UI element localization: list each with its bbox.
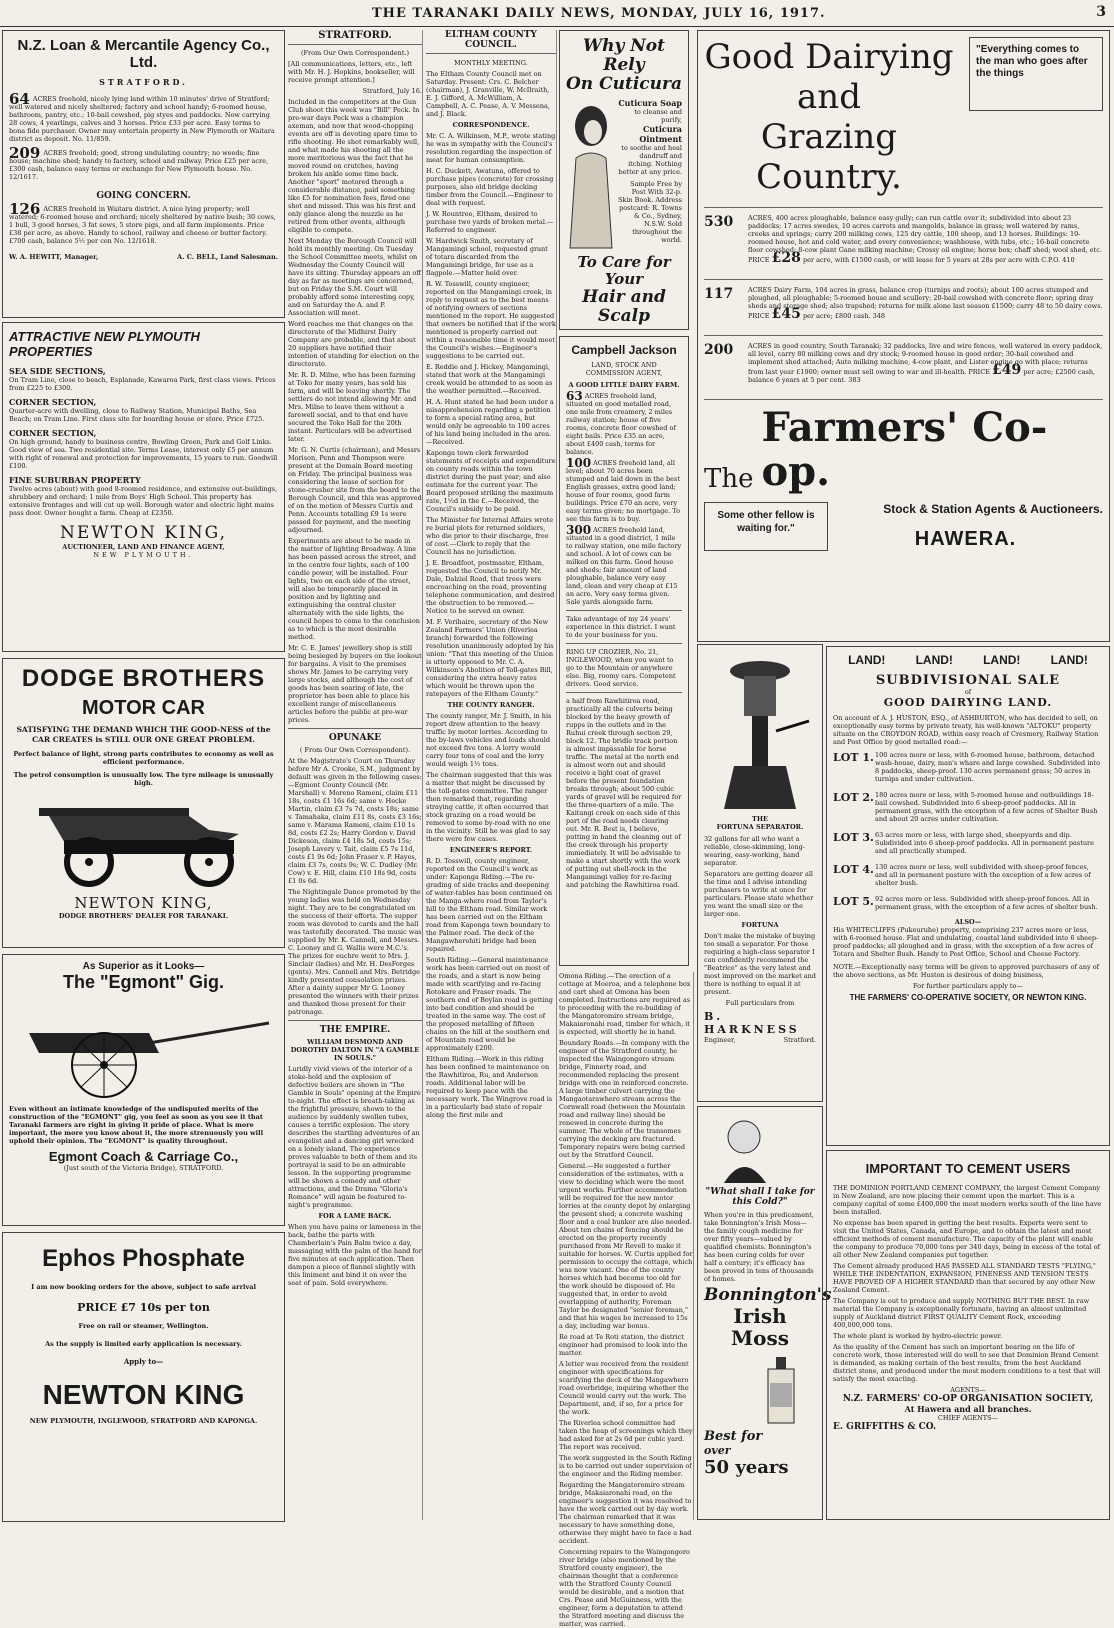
ephos-title: Ephos Phosphate: [42, 1245, 245, 1272]
land-word: LAND!: [1050, 653, 1088, 667]
land-further: For further particulars apply to—: [913, 982, 1023, 990]
section-head: CORRESPONDENCE.: [452, 121, 530, 129]
article-para: A letter was received from the resident engineer with specifications for scarifying the deck of the Mangawhero road overbridge, inquiring whether the Council would carry out the work. The Department, and, if so, for a price for the work.: [559, 1360, 689, 1416]
ephos-apply: Apply to—: [123, 1357, 164, 1366]
land-also-text: His WHITECLIFFS (Pukeuruhe) property, comprising 237 acres more or less, with 6-roomed house. Flat and undulating, coastal land subdivided into 6 sheep-proof paddocks; all ploughed and in grass, with the exception of a few acres of Totara and Shelter Bush. Handy to Post Office, School and Cheese Factory.: [833, 926, 1099, 958]
article-para: Mr. C. A. Wilkinson, M.P., wrote stating he was in sympathy with the Council's resolution regarding the inspection of meat for human consumption.: [426, 132, 556, 164]
lot-row: [833, 863, 1103, 890]
section-text: Quarter-acre with dwelling, close to Railway Station, Municipal Baths, Sea Beach; on Tram Line. First class site for boarding house or store. Price £725.: [9, 407, 265, 423]
lot-text: ACRES freehold; good, strong undulating country; no weeds; fine house; machine shed; handy to factory, school and railway. Price £25 per acre, £300 cash, balance easy terms or exchange for New Plymouth house. No. 12/1617.: [9, 149, 269, 181]
lot-text: ACRES freehold land, situated on good metalled road, one mile from creamery, 2 miles railway station; house of five rooms, concrete floor cowshed of eight bails. Price £35 an acre, about £400 cash, terms for balance.: [566, 392, 676, 456]
campbell-name: Campbell Jackson: [571, 343, 677, 357]
article-para: Next Monday the Borough Council will hold its monthly meeting. On Tuesday the School Committee meets, whilst on Wednesday the County Council will have its sitting. Thursday appears an off day as far as meetings are concerned, but on Friday the S.M. Court will probably afford some interesting copy, and on Saturday the A. and P. Association will meet.: [288, 237, 421, 317]
land-word: LAND!: [915, 653, 953, 667]
article-para: Mr. R. D. Milne, who has been farming at Toko for many years, has sold his farm, and will be leaving shortly. The settlers do not intend allowing Mr. and Mrs. Milne to leave them without a farewell social, and to that end have secured the Toko Hall for the 20th instant. Particulars will be advertised later.: [288, 371, 417, 443]
lot-description: 63 acres more or less, with large shed, sheepyards and dip. Subdivided into 6 sheep-proof paddocks. All in permanent pasture and all practically stumped.: [875, 831, 1094, 855]
dodge-sub: MOTOR CAR: [82, 697, 205, 719]
lot-row: [833, 791, 1103, 826]
lot-number: 530: [704, 214, 734, 230]
cuticura-ad: [559, 30, 689, 330]
gig-illustration: [9, 993, 279, 1101]
eltham-title: ELTHAM COUNTY COUNCIL.: [426, 30, 556, 54]
lot-number: 117: [704, 286, 734, 302]
lot-description: 130 acres more or less, well subdivided with sheep-proof fences, and all in permanent pasture with the exception of a few acres of shelter bush.: [875, 863, 1091, 887]
lot-description: 180 acres more or less, with 5-roomed house and outbuildings 18-bail cowshed. Subdivided into 6 sheep-proof paddocks. All in permanent grass, with the exception of a few acres of Shelter Bush and about 20 acres under cultivation.: [875, 791, 1098, 823]
cuticura-t2: On Cuticura: [566, 74, 682, 94]
egmont-addr: (Just south of the Victoria Bridge), STRATFORD.: [63, 1164, 224, 1172]
bonnington-p1: When you're in this predicament, take Bonnington's Irish Moss—the family cough medicine for over fifty years—valued by qualified chemists. Bonnington's has been curing colds for over half a century; it's efficacy has been proved in tens of thousands of homes.: [704, 1211, 814, 1283]
fortuna-name: FORTUNA SEPARATOR.: [716, 823, 804, 831]
empire-sub: FOR A LAME BACK.: [318, 1212, 392, 1220]
crozier-ad: RING UP CROZIER, No. 21, INGLEWOOD, when you want to go to the Mountain or anywhere else. Big, roomy cars. Competent drivers. Good service.: [566, 648, 676, 688]
newspaper-title: THE TARANAKI DAILY NEWS, MONDAY, JULY 16, 1917.: [372, 6, 826, 21]
land-also: ALSO—: [954, 918, 982, 926]
campbell-column: [559, 336, 689, 966]
lot-text: ACRES freehold land, situated in a good district, 1 mile to railway station, one mile factory and school. A lot of cows can be milked on this farm. Good house and sheds; fair amount of land ploughable, balance very easy land, clean and very cheap at £15 an acre. Very easy terms given. Sale yards alongside farm.: [566, 526, 682, 606]
manager-name: W. A. HEWITT, Manager,: [9, 253, 99, 261]
cuticura-t3: To Care for Your: [577, 253, 671, 288]
lots-list: [833, 751, 1103, 914]
bonnington-best: Best for: [704, 1429, 763, 1444]
article-para: J. W. Rountree, Eltham, desired to purchase two yards of broken metal.—Referred to engineer.: [426, 210, 554, 234]
lot-row: [833, 895, 1103, 914]
lot-text: ACRES freehold, nicely lying land within 10 minutes' drive of Stratford; well watered and nicely sheltered; factory and school handy; 6-roomed house, bathroom, pantry, etc.; 10-bail cowshed, pig styes and paddocks. Now carrying 28 cows, 4 yearlings, calves and 3 horses. Price £33 per acre. Easy terms to bona fide purchaser. Owner may entertain property in New Plymouth or Waitara district as deposit. No. 11/859.: [9, 95, 275, 143]
harkness-town: Stratford.: [783, 1036, 816, 1044]
article-para: When you have pains or lameness in the back, bathe the parts with Chamberlain's Pain Balm twice a day, massaging with the palm of the hand for five minutes at each application. Then dampen a piece of flannel slightly with this liniment and bind it on over the seat of pain. Sold everywhere.: [288, 1223, 422, 1287]
article-para: Boundary Roads.—In company with the engineer of the Stratford county, he inspected the Waingongoro stream bridge, Finnerty road, and recommended replacing the present bridge with one in reinforced concrete. A large timber culvert carrying the Mangaotarawhero stream across the Cornwall road (between the Mountain road and railway line) should be renewed in concrete during the summer. The whole of the transomes carrying the decking are fractured. Temporary repairs were being carried out by the Stratford Council.: [559, 1039, 690, 1159]
article-para: Concerning repairs to the Waingongoro river bridge (also mentioned by the Stratford county engineer), the chairman thought that a conference with the Stratford County Council would be desirable, and a motion that Crs. Pease and McGuinness, with the engineer, form a deputation to attend the Stratford meeting and discuss the matter, was carried.: [559, 1548, 690, 1628]
other-fellow: Some other fellow is waiting for.": [704, 502, 828, 551]
lot-label: LOT 1.: [833, 751, 874, 764]
land-intro: On account of A. J. HUSTON, ESQ., of ASHBURTON, who has decided to sell, on exceptionally easy terms by private treaty, his well-known "ALTOKU" property situate on the CROYDON ROAD, within easy reach of Cresmery, Railway Station and Post Office by good metalled road:—: [833, 714, 1099, 746]
nz-loan-title: N.Z. Loan & Mercantile Agency Co., Ltd.: [17, 37, 270, 71]
column-3: [426, 30, 557, 1520]
land-note: NOTE.—Exceptionally easy terms will be given to approved purchasers of any of the above sections, as Mr. Huston is desirous of doing business,: [833, 963, 1100, 979]
dodge-line1: SATISFYING THE DEMAND WHICH THE GOOD-NESS of the CAR CREATES is STILL OUR ONE GREAT PROBLEM.: [16, 725, 271, 744]
dodge-title: DODGE BROTHERS: [21, 665, 266, 692]
article-para: The chairman suggested that this was a matter that might be discussed by the toll-gates committee. The ranger then remarked that, regarding straying cattle, it often occurred that stock grazing on a road would be removed to some by-road with no one in the vicinity. Still he was glad to say there were few cases.: [426, 771, 552, 843]
section-head: CORNER SECTION,: [9, 428, 97, 438]
salesman-name: A. C. BELL, Land Salesman.: [177, 253, 278, 261]
cement-ad: [826, 1150, 1110, 1520]
lot-number: 300: [566, 523, 592, 537]
article-para: The work suggested in the South Riding is to be carried out under supervision of the engineer and the Riding member.: [559, 1454, 692, 1478]
article-para: H. C. Duckett, Awatuna, offered to purchase pipes (concrete) for crossing purposes, also old bridge decking timber from the Council.—Engineer to deal with request.: [426, 167, 554, 207]
campbell-advantage: Take advantage of my 24 years' experience in this district. I want to do your business for you.: [566, 615, 676, 639]
lot-number: 100: [566, 456, 592, 470]
page-number: 3: [1096, 4, 1106, 20]
article-para: The Riverlea school committee had taken the heap of screenings which they had asked for at 2s 6d per cubic yard. The report was received.: [559, 1419, 693, 1451]
section-head: SEA SIDE SECTIONS,: [9, 366, 106, 376]
section-head: FINE SUBURBAN PROPERTY: [9, 475, 141, 485]
dodge-agent: NEWTON KING,: [74, 894, 213, 912]
cement-p2: No expense has been spared in getting the best results. Experts were sent to visit the United States, Canada, and Europe, and to obtain the latest and most efficient methods of cement manufacture. The capacity of the plant will enable the company to produce 70,000 tons per 340 days, being in excess of the total of all other New Zealand companies put together.: [833, 1219, 1100, 1259]
article-para: Experiments are about to be made in the matter of lighting Broadway. A line has been passed across the street, and in the centre four lights, each of 100 candle power, will be installed. Four lights, two on each side of the street, will also be temporarily placed in position and by lighting and extinguishing the central cluster alternately with the side lights, the council hopes to come to the conclusion as to which is the most desirable method.: [288, 537, 420, 641]
ephos-name: NEWTON KING: [42, 1378, 245, 1410]
lot-label: LOT 4.: [833, 863, 874, 876]
lot-number: 64: [9, 90, 30, 108]
section-text: Twelve acres (about) with good 8-roomed residence, and extensive out-buildings, shrubbery and orchard; 1 mile from Boys' High School. This property has extensive frontages and will cut up well. Borough water and electric light mains pass door. Owner bought a farm. Cheap at £2350.: [9, 485, 278, 517]
cuticura-s1: to cleanse and purify,: [634, 108, 682, 124]
correspondent: (From Our Own Correspondent.): [300, 49, 410, 57]
ephos-addr: NEW PLYMOUTH, INGLEWOOD, STRATFORD AND KAPONGA.: [29, 1416, 258, 1425]
correspondent: ( From Our Own Correspondent).: [299, 746, 411, 754]
section-head: THE COUNTY RANGER.: [447, 701, 535, 709]
section-text: On high ground, handy to business centre, Bowling Green, Park and Golf Links. Good view of sea. Two residential site. Terms Lease, interest only £5 per annum with right of renewal and protection for improvements, 15 years to run. Goodwill £100.: [9, 438, 278, 470]
cement-p1: THE DOMINION PORTLAND CEMENT COMPANY, the largest Cement Company in New Zealand, are now placing their cement upon the market. This is a company capital of some £400,000 the most modern works south of the line have been installed.: [833, 1184, 1102, 1216]
land-good: GOOD DAIRYING LAND.: [883, 696, 1053, 709]
cuticura-soap: Cuticura Soap: [618, 98, 682, 108]
campbell-sub: LAND, STOCK AND COMMISSION AGENT,: [585, 361, 663, 377]
column-2: [288, 30, 423, 1520]
lot-number: 200: [704, 342, 734, 358]
motor-car-illustration: [9, 790, 279, 890]
woman-illustration: [566, 98, 616, 248]
article-para: Included in the competitors at the Gun Club shoot this week was "Bill" Peck. In pre-war days Peck was a champion axeman, and now that wood-chopping events are off is devoting spare time to rifle shooting. He shot remarkably well, and what made his shooting all the more meritorious was the fact that he moved round on crutches, having broken his ankle some time back. Another "sport" motored through a considerable distance, paid something like £5 for nomination fees, fired one shot and missed. This was his first and only glance along the muzzle as he retired from other events, although eligible to compete.: [288, 98, 420, 234]
article-para: General.—He suggested a further consideration of the estimates, with a view to deciding which were the most urgent works. Further accommodation will be required for the new motor lorries at the county depot by enlarging the present shed; a concrete washing floor and a coal bunker are also needed. About ten chains of fencing should be erected on the property recently purchased from Mr Revell to make it suitable for horses. W. Curtis applied for permission to occupy the cottage, which was now vacant. One of the county horses which had become too old for the work should be disposed of. He suggested that, in order to avoid overlapping of authority, Foreman Taylor be designated "senior foreman," and that his wages be increased to 15s a day, including war bonus.: [559, 1162, 693, 1330]
article-para: [All communications, letters, etc., left with Mr. H. J. Hopkins, bookseller, will receive prompt attention.]: [288, 60, 415, 84]
section-head: CORNER SECTION,: [9, 397, 97, 407]
ephos-line3: As the supply is limited early application is necessary.: [45, 1340, 242, 1348]
article-para: The Nightingale Dance promoted by the young ladies was held on Wednesday night. They are to be congratulated on the success of their efforts. The supper room was devoted to cards and the hall was tastefully decorated. The music was supplied by Mr. K. Cannell, and Messrs. C. Looney and G. Wallis were M.C.'s. The prizes for euchre went to Mrs. J. Sinclair (ladies) and Mr. H. DesForges (gents). Mrs. Cannell and Mrs. Betridge kindly presented consolation prizes. After a dainty supper Mr G. Looney presented the winners with their prizes and thanked those present for their patronage.: [288, 888, 422, 1016]
dairying-title3: Grazing Country.: [756, 117, 902, 197]
land-sub: SUBDIVISIONAL SALE: [875, 673, 1061, 688]
cement-p5: The whole plant is worked by hydro-electric power.: [833, 1332, 1003, 1340]
article-para: Kaponga town clerk forwarded statements of receipts and expenditure on county roads within the town district during the past year; and also estimate for the current year. The Board proposed striking the maximum rate, 1½d in the £.—Received, the Council's subsidy to be paid.: [426, 449, 556, 513]
nz-loan-town: STRATFORD.: [99, 77, 188, 87]
good-dairying-ad: [697, 30, 1110, 642]
article-para: Mr. C. E. James' jewellery shop is still being besieged by buyers on the lookout for bargains. A visit to the premises shows Mr. James to be carrying very large stocks, and although the cost of goods has been soaring of late, the proprietor has been able to place his excellent range of miscellaneous articles before the public at pre-war prices.: [288, 644, 422, 724]
cement-chief: CHIEF AGENTS—: [937, 1414, 999, 1422]
harkness-name: B. HARKNESS: [704, 1010, 800, 1036]
dodge-line3: The petrol consumption is unusually low. The tyre mileage is unusually high.: [13, 771, 274, 787]
article-para: The county ranger, Mr. J. Smith, in his report drew attention to the heavy traffic by motor lorries. According to the by-laws vehicles and loads should not exceed five tons. A lorry would carry four tons of coal and the lorry would weigh 1½ tons.: [426, 712, 552, 768]
dairying-title1: Good Dairying: [704, 37, 954, 77]
article-para: Mr. G. N. Curtis (chairman), and Messrs Morison, Penn and Thompson were present at the Domain Board meeting on Friday. The principal business was considering the lease of section for stone-crusher site from the board to the Borough Council, and this was approved of on the motion of Messrs Curtis and Penn. Accounts totalling £9 1s were passed for payment, and the meeting adjourned.: [288, 446, 422, 534]
fortuna-p4: Full particulars from: [725, 999, 795, 1007]
stratford-title: STRATFORD.: [288, 30, 422, 45]
bonnington-name2: Irish Moss: [731, 1304, 789, 1350]
cement-branches: At Hawera and all branches.: [904, 1404, 1032, 1414]
bonnington-years: 50 years: [704, 1457, 789, 1478]
ephos-line2: Free on rail or steamer, Wellington.: [78, 1322, 209, 1330]
land-word: LAND!: [983, 653, 1021, 667]
cement-p3: The Cement already produced HAS PASSED ALL STANDARD TESTS "FLYING," WHILE THE INDENTATION, EXPANSION, FINENESS AND TENSION TESTS HAVE PROVED OF A HIGHER STANDARD than that secured by any other New Zealand Cement.: [833, 1262, 1096, 1294]
article-date: Stratford, July 16.: [362, 87, 422, 95]
cement-p6: As the quality of the Cement has such an important bearing on the life of concrete work, those interested will do well to see that Dominion Brand Cement is demanded, as making certain of the best results, from the best Auckland district stone, and produced under the most modern conditions to a test that will satisfy the most exacting.: [833, 1343, 1101, 1383]
cement-org: N.Z. FARMERS' CO-OP ORGANISATION SOCIETY,: [842, 1394, 1094, 1404]
farmers-town: HAWERA.: [914, 528, 1017, 550]
lot-label: LOT 5.: [833, 895, 874, 908]
cement-title: IMPORTANT TO CEMENT USERS: [865, 1161, 1071, 1176]
lot-label: LOT 2.: [833, 791, 874, 804]
ephos-price: PRICE £7 10s per ton: [77, 1301, 210, 1314]
empire-head: WILLIAM DESMOND AND DOROTHY DALTON IN "A GAMBLE IN SOULS.": [290, 1038, 420, 1062]
lot-text: ACRES, 400 acres ploughable, balance easy gully; can run cattle over it; subdivided into about 23 paddocks; 17 acres swedes, 10 acres carrots and mangolds, balance in grass; well watered by rams, creeks and springs; carry 200 milking cows, 125 dry cattle, 100 sheep, and 13 horses. Buildings: 10-roomed house, hot and cold water, and every convenience; washhouse, with tubs, etc.; 16-bail concrete floor cowshed; 8-cow plant Gane milking machine; Crossy oil engine; horse box; chaff shed; wool shed, etc. PRICE: [748, 214, 1102, 264]
lot-text: ACRES Dairy Farm, 104 acres in grass, balance crop (turnips and roots); about 100 acres stumped and ploughed, all ploughable; 5-roomed house and scullery; 20-bail cowshed with concrete floor; spring dray sheds and storage shed; also trapshed; returns for milk alone last season £1500; carry 48 to 50 dairy cows. PRICE: [748, 286, 1103, 320]
everything-quote: "Everything comes to the man who goes after the things: [969, 37, 1103, 111]
road-column: [559, 972, 694, 1628]
lot-number: 126: [9, 200, 41, 218]
article-para: At the Magistrate's Court on Thursday before Mr A. Crooke, S.M., judgment by default was given in the following cases:—Egmont County Council (Mr. Marshall) v. Moreno Rameni, claim £11 18s, costs £1 16s 6d; same v. Hecke Martin, claim £3 7s 7d, costs 18s; same v. Tamahaka, claim £11 8s, costs £3 16s; same v. Marama Rameni, claim £10 1s 8d, costs £2 2s; Harry Gordon v. David Dickeson, claim £4 18s 5d, costs 15s; Joseph Lavery v. Tait, claim £5 7s 11d, costs £1 9s 6d; John Fraser v. P. Hayes, claim £3 7s, costs 9s; W. C. Dudley (Mr. Cow) v. E. Hill, claim £10 18s 9d, costs £1 0s 6d.: [288, 757, 422, 885]
fortuna-p3: Don't make the mistake of buying too small a separator. For those requiring a high-class separator I can confidently recommend the "Beatrice" as the very latest and most improved on the market and there is nothing to equal it at present.: [704, 932, 816, 996]
land-of: of: [964, 688, 972, 696]
farmers-sub: Stock & Station Agents & Auctioneers.: [883, 502, 1103, 516]
separator-illustration: [704, 651, 816, 811]
land-sale-ad: [826, 646, 1110, 1146]
lot-terms: per acre; £800 cash. 348: [802, 312, 886, 320]
article-para: J. E. Broadfoot, postmaster, Eltham, requested the Council to notify Mr. Dale, Dalziel Road, that trees were encroaching on the road, preventing telephone communication, and desired the obstruction to be removed.—Notice to be served on owner.: [426, 559, 555, 615]
article-para: Re road at Te Roti station, the district engineer had promised to look into the matter.: [559, 1333, 688, 1357]
article-para: R. W. Tosswill, county engineer, reported on the Mangamingi creek, in reply to request as to the best means of notifying owners of sections mentioned in the report. He suggested that owners be notified that if the work mentioned is properly carried out within a reasonable time it would meet the Council's wishes.—Engineer's suggestions to be carried out.: [426, 280, 556, 360]
fortuna-p1: 32 gallons for all who want a reliable, close-skimming, long-wearing, easy-working, hand separator.: [704, 835, 805, 867]
farmers-name: Farmers' Co-op.: [761, 404, 1048, 495]
masthead: [0, 0, 1114, 27]
article-para: W. Hardwick Smith, secretary of Mangamingi school, requested grant of totara discarded from the Mangamingi bridge, for use as a flagpole.—Matter held over.: [426, 237, 548, 277]
ephos-line1: I am now booking orders for the above, subject to safe arrival: [31, 1283, 256, 1291]
lot-text: ACRES freehold in Waitara district. A nice lying property; well watered; 6-roomed house and orchard; nicely sheltered by native bush; 30 cows, 1 bull, 3 good horses, 3 fat sows, 5 store pigs, and all farm implements. Price £38 per acre, as above. Handy to school, railway and cheese or butter factory. £700 cash, balance 5½ per cen No. 12/1618.: [9, 205, 276, 245]
agent-town: NEW PLYMOUTH.: [93, 551, 194, 559]
cement-p4: The Company is out to produce and supply NOTHING BUT THE BEST. In raw material the Company is exceptionally fortunate, having an almost unlimited supply of Auckland district FIRST QUALITY Cement Rock, exceeding 400,000,000 tons.: [833, 1297, 1090, 1329]
article-para: The Eltham County Council met on Saturday. Present: Crs. C. Belcher (chairman), J. Granville, W. McIlraith, E. J. Gifford, A. McWilliam, A. Campbell, A. C. Pease, A. V. Messena, and J. Black.: [426, 70, 550, 118]
land-word: LAND!: [848, 653, 886, 667]
lot-text: ACRES freehold land, all level; about 70 acres been stumped and laid down in the best English grasses, extra good land; house of four rooms, good farm buildings. Price £70 an acre, very easy terms given; no mortgage. To see this farm is to buy.: [566, 459, 681, 523]
lot-row: [833, 831, 1103, 858]
cement-griffiths: E. GRIFFITHS & CO.: [833, 1422, 937, 1432]
bonnington-quote: "What shall I take for this Cold?": [705, 1187, 815, 1207]
eltham-sub: MONTHLY MEETING.: [454, 59, 528, 67]
article-para: South Riding.—General maintenance work has been carried out on most of the roads, and a start is now being made with scarifying and re-facing Rotokare and Fraser roads. The southern end of Boylan road is getting into bad condition and should be treated in the same way. The cost of the proposed metalling of fifteen chains on the hill at the southern end of Mountain road would be approximately £200.: [426, 956, 553, 1052]
article-para: Omona Riding.—The erection of a cottage at Moeroa, and a telephone box and cart shed at Omona has been completed. Instructions are required as to proceeding with the re-building of the Mangatoromiro stream bridge, Makaiaronahi road, timber for which, it is expected, will shortly be in hand.: [559, 972, 691, 1036]
lot-price: £49: [992, 362, 1022, 378]
article-para: Eltham Riding.—Work in this riding has been confined to maintenance on the Rawhitiroa, Ru, and Anderson roads. Additional labor will be required to keep pace with the necessary work. The Wingrove road is in a particularly bad state of repair along the first mile and: [426, 1055, 553, 1119]
man-illustration: [704, 1113, 816, 1183]
cuticura-oint: Cuticura Ointment: [639, 124, 682, 144]
cuticura-t1: Why Not Rely: [583, 36, 665, 75]
lot-row: [833, 751, 1103, 786]
lot-description: 92 acres more or less. Subdivided with sheep-proof fences. All in permanent grass, with the exception of a few acres of shelter bush.: [875, 895, 1098, 911]
egmont-ad: [2, 954, 285, 1226]
dairying-title2: and: [797, 77, 861, 117]
empire-title: THE EMPIRE.: [319, 1025, 391, 1035]
harkness-eng: Engineer,: [704, 1036, 736, 1044]
article-para: M. F. Verihaire, secretary of the New Zealand Farmers' Union (Riverlea branch) forwarded the following resolution unanimously adopted by his union: "That this meeting of the Union is utterly opposed to Mr. C. A. Wilkinson's Abolition of Toll-gates Bill, considering the extra heavy rates which would be thrown upon the ratepayers of the Eltham County.": [426, 618, 554, 698]
section-head: ENGINEER'S REPORT.: [449, 846, 533, 854]
lot-price: £28: [771, 250, 801, 266]
lot-number: 63: [566, 389, 583, 403]
article-para: a half from Rawhitiroa road, practically all the culverts being blocked by the heavy growth of rupps in the outlets and in the Ruhui creek through section 29, block 12. The bridle track portion is almost impassable for horse traffic. The metal at the north end is almost worn out and should receive a light coat of gravel before the present foundation breaks through; about 500 cubic yards of gravel will be required for the three-quarters of a mile. The Kaitangi creek on each side of this part of the road needs clearing out. Mr. R. Best is, I believe, putting in hand the cleaning out of the creek through his property immediately. It will be advisable to make a start shortly with the work of putting out shell-rock in the Mangamingi valley for re-facing and patching the Rawhitiroa road.: [566, 697, 682, 889]
nz-loan-ad: [2, 30, 285, 318]
agent-name: NEWTON KING,: [60, 523, 227, 543]
dodge-line2: Perfect balance of light, strong parts contributes to economy as well as efficient performance.: [13, 750, 274, 766]
going-concern: GOING CONCERN.: [96, 191, 191, 201]
fortuna-ad: [697, 644, 823, 1102]
lot-description: 100 acres more or less, with 6-roomed house, bathroom, detached wash-house, dairy, man's whare and large cowshed. Subdivided into 8 paddocks, sheep-proof. 130 acres permanent grass; 50 acres in turnips and under cultivation.: [875, 751, 1100, 783]
ephos-ad: [2, 1232, 285, 1522]
cuticura-s3: Sample Free by Post With 32-p. Skin Book. Address postcard: R. Towns & Co., Sydney, N.S.W. Sold throughout the world.: [617, 180, 682, 244]
bonnington-over: over: [704, 1444, 731, 1457]
article-para: Regarding the Mangatoromiro stream bridge, Makaiaronahi road, on the engineer's suggestion it was resolved to have the work carried out by day work. The chairman remarked that it was necessary to have something done, otherwise they might have to face a bad accident.: [559, 1481, 692, 1545]
attractive-ad: [2, 322, 285, 652]
bonnington-name1: Bonnington's: [704, 1285, 832, 1305]
attractive-title: ATTRACTIVE NEW PLYMOUTH PROPERTIES: [9, 329, 200, 359]
dodge-ad: [2, 658, 285, 948]
cement-agents: AGENTS—: [950, 1386, 986, 1394]
egmont-firm: Egmont Coach & Carriage Co.,: [48, 1149, 239, 1164]
bonnington-ad: [697, 1106, 832, 1520]
article-para: Word reaches me that changes on the directorate of the Midhirst Dairy Company are probable, and that about 20 suppliers have notified their intention of standing for election on the directorate.: [288, 320, 420, 368]
agent-sub: AUCTIONEER, LAND AND FINANCE AGENT,: [62, 543, 225, 551]
article-para: E. Reddie and J. Hickey, Mangamingi, stated that work at the Mangamingi creek would be attended to as soon as the weather permitted.—Received.: [426, 363, 553, 395]
article-para: H. A. Hunt stated he had been under a misapprehension regarding a petition to form a special rating area, but would only be agreeable to 100 acres of his land being included in the area.—Received.: [426, 398, 554, 446]
cuticura-t4: Hair and Scalp: [582, 287, 666, 326]
lot-terms: per acre; £2500 cash, balance 6 years at 5 per cent. 383: [748, 368, 1096, 384]
opunake-title: OPUNAKE: [328, 733, 382, 743]
cuticura-s2: to soothe and heal dandruff and itching. Nothing better at any price.: [618, 144, 682, 176]
lot-terms: per acre, with £1500 cash, or will lease for 5 years at 28s per acre with C.P.O. 410: [802, 256, 1075, 264]
article-para: Luridly vivid views of the interior of a stoke-hold and the explosion of defective boilers are shown in "The Gamble in Souls" opening at the Empire to-night. The effect is breath-taking as the frightful pressure, shown to the audience by suddenly swollen tubes, causes a terrific explosion. The story describes the startling adventures of an evangelist and a dancing girl wrecked on a lonely island. The experience proves valuable to both of them and its portrayal is said to be an admirable lesson. In the supporting programme will be shown a comedy and other attractions, and the Drama "Gloria's Romance" will again be featured to-night's programme.: [288, 1065, 421, 1209]
lot-text: ACRES in good country, South Taranaki; 32 paddocks, live and wire fences, well watered in every paddock, all level, carry 80 milking cows and dry stock; 9-roomed house in good order; 30-bail cowshed and implement shed attached; Auto milking machine, 4-cow plant, and Lister engine go with place; returns from last year £1900; owner must sell owing to war and ill-health. PRICE: [748, 342, 1103, 376]
land-society: THE FARMERS' CO-OPERATIVE SOCIETY, OR NEWTON KING.: [849, 993, 1087, 1002]
fortuna-word: FORTUNA: [741, 921, 779, 929]
egmont-title: The "Egmont" Gig.: [62, 972, 225, 992]
bottle-illustration: [704, 1349, 816, 1425]
article-para: The Minister for Internal Affairs wrote re burial plots for returned soldiers, who die prior to their discharge, free of cost.—Clerk to reply that the Council has no jurisdiction.: [426, 516, 554, 556]
egmont-head: As Superior as it Looks—: [82, 961, 205, 972]
fortuna-p2: Separators are getting dearer all the time and I advise intending purchasers to write at once for particulars. Please state whether you want the small size or the larger one.: [704, 870, 814, 918]
section-text: On Tram Line, close to beach, Esplanade, Kawaroa Park, first class views. Prices from £225 to £300.: [9, 376, 276, 392]
campbell-head: A GOOD LITTLE DAIRY FARM.: [568, 381, 680, 389]
dodge-agent-sub: DODGE BROTHERS' DEALER FOR TARANAKI.: [58, 912, 229, 920]
article-para: R. D. Tosswill, county engineer, reported on the Council's work as under: Kaponga Riding.—The re-grading of side tracks and deepening of water-tables has been continued on the Manga-whero road from Taylor's hill to the Eltham road. Similar work has been carried out on the Eltham road from Kaponga town boundary to the Palmer road. The deck of the Mangawherohiti bridge had been repaired.: [426, 857, 553, 953]
lot-label: LOT 3.: [833, 831, 874, 844]
lot-price: £45: [771, 306, 801, 322]
farmers-the: The: [704, 464, 754, 494]
egmont-body: Even without an intimate knowledge of the undisputed merits of the construction of the "EGMONT" gig, you feel as soon as you see it that Taranaki farmers are right in giving it pride of place. What is more important, the more you know about it, the more strenuously you will uphold their opinion. The "EGMONT" is quality throughout.: [9, 1105, 264, 1145]
lot-number: 209: [9, 144, 41, 162]
fortuna-the: THE: [752, 815, 768, 823]
